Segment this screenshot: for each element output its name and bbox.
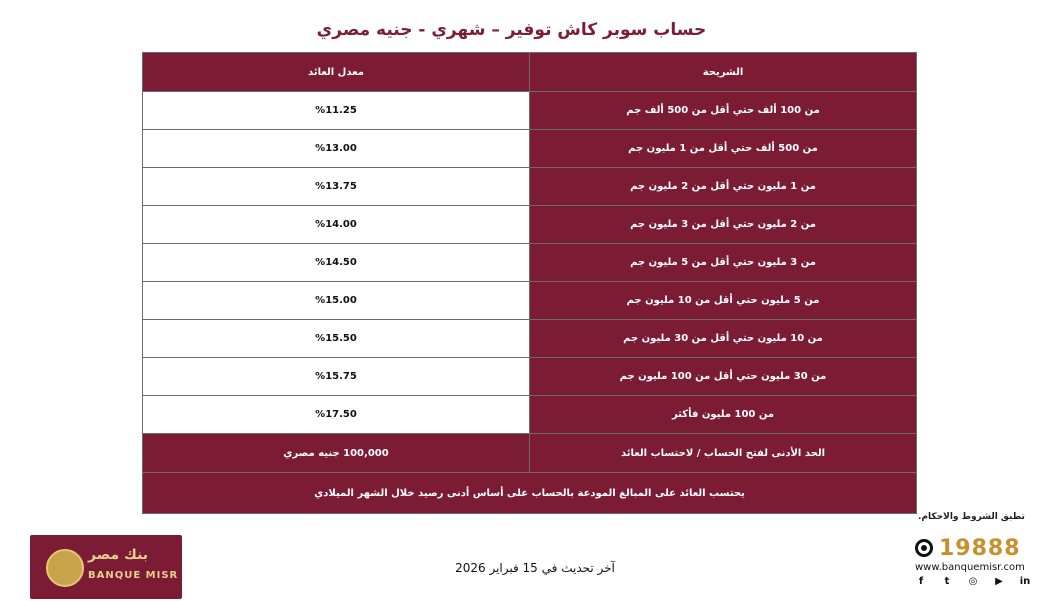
rate-cell: %13.75 [143,168,530,206]
table-row [143,168,917,206]
table-row [143,358,917,396]
tier-cell: من 500 ألف حتي أقل من 1 مليون جم [530,130,917,168]
hotline-number: 19888 [939,536,1021,561]
tier-cell: من 5 مليون حتي أقل من 10 مليون جم [530,282,917,320]
minimum-balance-row [143,434,917,473]
facebook-icon[interactable]: f [918,576,924,587]
header-tier: الشريحة [530,53,917,92]
table-row [143,92,917,130]
rate-cell: %15.50 [143,320,530,358]
rate-cell: %14.00 [143,206,530,244]
rate-cell: %11.25 [143,92,530,130]
minimum-balance-value: 100,000 جنيه مصري [143,434,530,473]
table-row [143,396,917,434]
rate-cell: %15.75 [143,358,530,396]
phone-icon [915,539,933,557]
logo-seal-icon [46,549,84,587]
table-row [143,130,917,168]
minimum-balance-label: الحد الأدنى لفتح الحساب / لاحتساب العائد [530,434,917,473]
header-rate: معدل العائد [143,53,530,92]
website-link[interactable]: www.banquemisr.com [915,562,1025,573]
table-row [143,282,917,320]
banque-misr-logo [30,535,182,599]
rate-cell: %15.00 [143,282,530,320]
linkedin-icon[interactable]: in [1019,576,1031,587]
rates-table [142,52,917,514]
interest-note-row [143,473,917,514]
last-updated: آخر تحديث في 15 فبراير 2026 [455,561,615,575]
youtube-icon[interactable]: ▶ [995,576,1003,587]
twitter-icon[interactable]: t [944,576,950,587]
tier-cell: من 1 مليون حتي أقل من 2 مليون جم [530,168,917,206]
logo-english-text: BANQUE MISR [88,570,179,581]
tier-cell: من 100 ألف حتي أقل من 500 ألف جم [530,92,917,130]
rate-cell: %17.50 [143,396,530,434]
interest-note: يحتسب العائد على المبالغ المودعة بالحساب على أساس أدنى رصيد خلال الشهر الميلادي [143,473,917,514]
instagram-icon[interactable]: ◎ [968,576,978,587]
rate-cell: %13.00 [143,130,530,168]
tier-cell: من 10 مليون حتي أقل من 30 مليون جم [530,320,917,358]
social-links [915,576,1031,587]
tier-cell: من 100 مليون فأكثر [530,396,917,434]
table-row [143,206,917,244]
tier-cell: من 30 مليون حتي أقل من 100 مليون جم [530,358,917,396]
tier-cell: من 2 مليون حتي أقل من 3 مليون جم [530,206,917,244]
table-header-row [143,53,917,92]
table-row [143,244,917,282]
rate-cell: %14.50 [143,244,530,282]
page-title: حساب سوبر كاش توفير – شهري - جنيه مصري [316,20,707,40]
terms-note: تطبق الشروط والاحكام. [918,512,1025,522]
logo-arabic-text: بنك مصر [88,547,149,563]
table-row [143,320,917,358]
tier-cell: من 3 مليون حتي أقل من 5 مليون جم [530,244,917,282]
